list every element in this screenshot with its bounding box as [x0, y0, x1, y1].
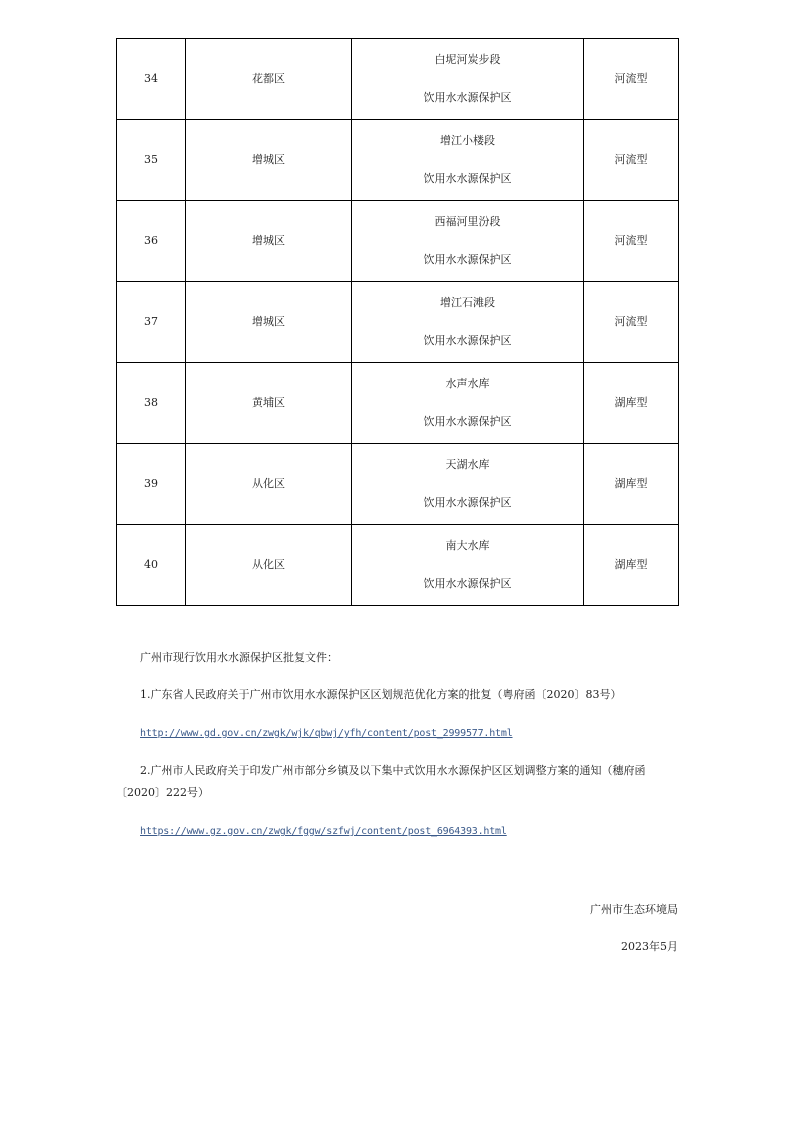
zone-name [352, 201, 584, 282]
table-row [117, 363, 679, 444]
row-number: 38 [117, 363, 186, 444]
zone-type: 湖库型 [584, 444, 679, 525]
district: 从化区 [186, 444, 352, 525]
table-row [117, 201, 679, 282]
zone-type: 湖库型 [584, 525, 679, 606]
zone-type: 河流型 [584, 282, 679, 363]
zone-name [352, 525, 584, 606]
zone-name-line2: 饮用水水源保护区 [423, 91, 512, 104]
table-row [117, 39, 679, 120]
doc-link-1-wrapper [116, 722, 678, 745]
table-row [117, 444, 679, 525]
zone-type: 河流型 [584, 201, 679, 282]
zone-name [352, 120, 584, 201]
zone-name [352, 282, 584, 363]
district: 增城区 [186, 120, 352, 201]
district: 花都区 [186, 39, 352, 120]
zone-name-line1: 增江石滩段 [440, 296, 495, 309]
zone-name-line1: 增江小楼段 [440, 134, 495, 147]
doc-link-2[interactable]: https://www.gz.gov.cn/zwgk/fggw/szfwj/content/post_6964393.html [140, 826, 507, 837]
issue-date: 2023年5月 [621, 940, 678, 953]
zone-type: 湖库型 [584, 363, 679, 444]
zone-name [352, 363, 584, 444]
doc-item-2: 2.广州市人民政府关于印发广州市部分乡镇及以下集中式饮用水水源保护区区划调整方案的通知（穗府函〔2020〕222号） [116, 764, 646, 799]
zone-name-line2: 饮用水水源保护区 [423, 415, 512, 428]
doc-item-1: 1.广东省人民政府关于广州市饮用水水源保护区区划规范优化方案的批复（粤府函〔2020〕83号） [140, 688, 622, 701]
zone-name-line2: 饮用水水源保护区 [423, 172, 512, 185]
table-row [117, 525, 679, 606]
zone-name-line2: 饮用水水源保护区 [423, 577, 512, 590]
district: 黄埔区 [186, 363, 352, 444]
district: 增城区 [186, 282, 352, 363]
row-number: 35 [117, 120, 186, 201]
doc-link-1[interactable]: http://www.gd.gov.cn/zwgk/wjk/qbwj/yfh/content/post_2999577.html [140, 728, 513, 739]
zone-name-line1: 西福河里汾段 [434, 215, 501, 228]
zone-name-line1: 水声水库 [445, 377, 490, 390]
row-number: 34 [117, 39, 186, 120]
zone-name-line1: 天湖水库 [445, 458, 490, 471]
zone-name-line1: 白坭河炭步段 [434, 53, 501, 66]
issuer: 广州市生态环境局 [590, 903, 678, 916]
district: 增城区 [186, 201, 352, 282]
table-body [117, 39, 679, 606]
docs-heading: 广州市现行饮用水水源保护区批复文件： [140, 651, 338, 664]
table-row [117, 120, 679, 201]
row-number: 39 [117, 444, 186, 525]
table-row [117, 282, 679, 363]
zone-name [352, 444, 584, 525]
zone-name-line2: 饮用水水源保护区 [423, 496, 512, 509]
row-number: 40 [117, 525, 186, 606]
doc-link-2-wrapper [116, 820, 678, 843]
protection-zone-table [116, 38, 679, 606]
district: 从化区 [186, 525, 352, 606]
zone-name-line1: 南大水库 [445, 539, 490, 552]
zone-type: 河流型 [584, 39, 679, 120]
zone-name [352, 39, 584, 120]
zone-name-line2: 饮用水水源保护区 [423, 253, 512, 266]
row-number: 36 [117, 201, 186, 282]
zone-type: 河流型 [584, 120, 679, 201]
zone-name-line2: 饮用水水源保护区 [423, 334, 512, 347]
row-number: 37 [117, 282, 186, 363]
